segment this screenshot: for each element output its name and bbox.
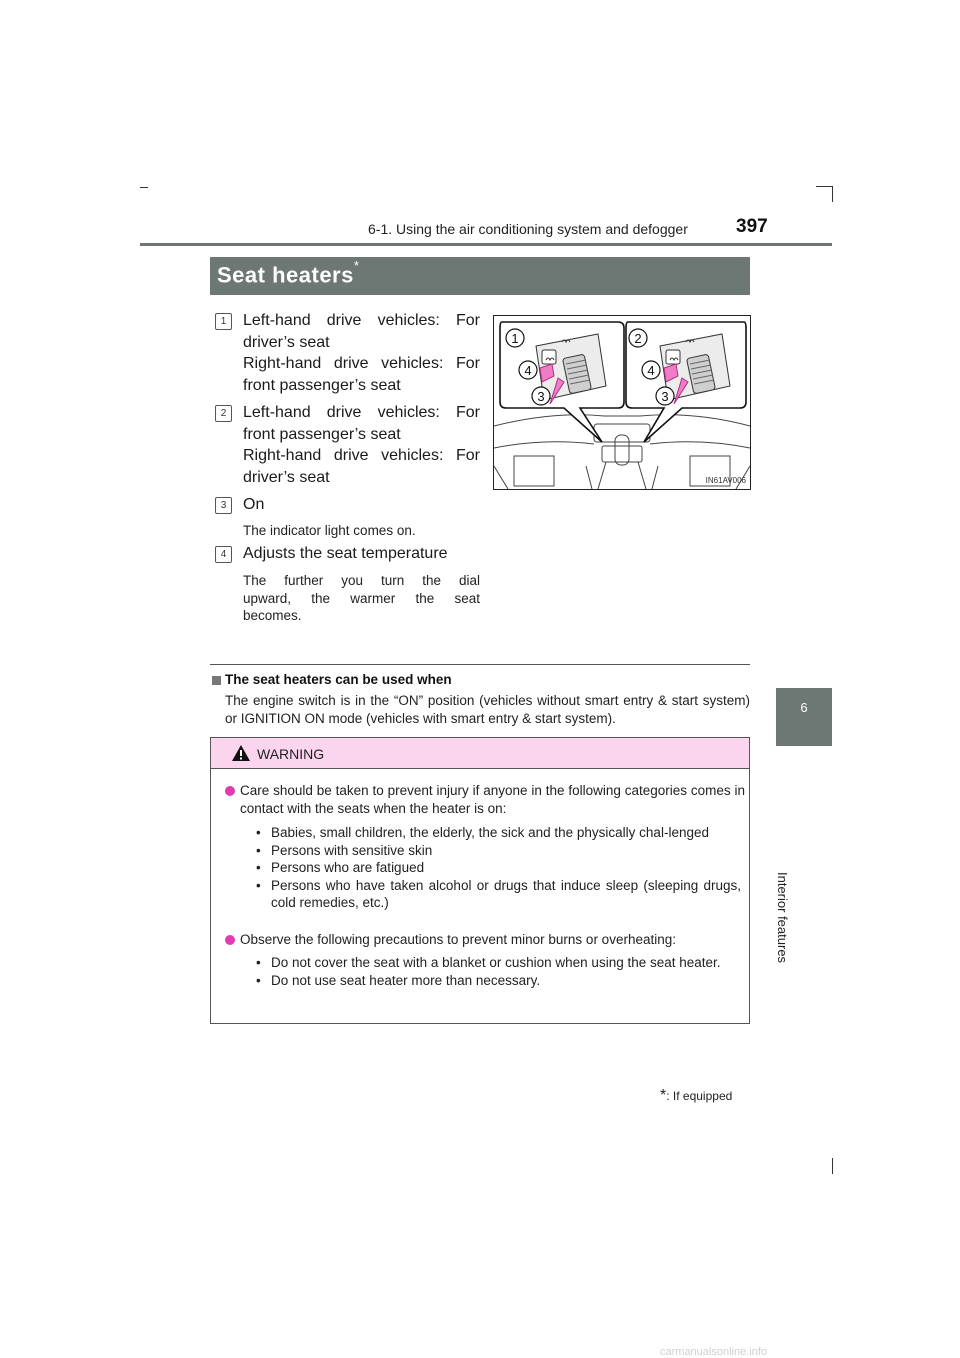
warning-triangle-icon xyxy=(231,744,251,762)
section-title xyxy=(217,258,360,288)
warning-item-2: Observe the following precautions to prevent minor burns or overheating: xyxy=(240,932,676,947)
header-rule xyxy=(140,243,832,246)
item-4-note-line: becomes. xyxy=(243,608,302,623)
item-number-badge: 3 xyxy=(215,497,232,514)
warning-item-1: Care should be taken to prevent injury if anyone in the following categories comes in contact with the seats when the heater is on: xyxy=(240,783,745,816)
equipped-asterisk: * xyxy=(353,258,360,273)
callout-number: 3 xyxy=(537,389,545,404)
dashboard-drawing xyxy=(494,316,750,489)
usage-note-body: The engine switch is in the “ON” position (vehicles without smart entry & start system) or IGNITION ON mode (vehicles with smart entry & start system). xyxy=(225,693,750,726)
item-4-note xyxy=(243,572,480,625)
figure-code: IN61AV006 xyxy=(705,476,746,485)
item-4-label: Adjusts the seat temperature xyxy=(243,545,448,562)
chapter-tab xyxy=(776,688,832,746)
item-2-line: Right-hand drive vehicles: For xyxy=(243,447,480,464)
warning-box xyxy=(210,737,750,1024)
callout-number: 3 xyxy=(661,389,669,404)
item-1-line: driver’s seat xyxy=(243,333,330,351)
item-2-line: Left-hand drive vehicles: For xyxy=(243,404,480,421)
chapter-tab-label: Interior features xyxy=(775,872,790,964)
item-1-description xyxy=(243,310,480,396)
crop-mark xyxy=(816,186,832,187)
warning-subitem: • Persons who are fatigued xyxy=(256,860,425,875)
warning-subitem: • Persons with sensitive skin xyxy=(256,842,433,858)
item-1-line: Left-hand drive vehicles: For xyxy=(243,312,480,329)
warning-subitem: • Do not cover the seat with a blanket or cushion when using the seat heater. xyxy=(256,955,721,970)
chapter-header-title: 6-1. Using the air conditioning system and defogger xyxy=(368,221,688,237)
item-2-line: front passenger’s seat xyxy=(243,425,401,443)
warning-bullet-icon xyxy=(225,935,235,945)
warning-bullet-icon xyxy=(225,786,235,796)
footnote-text: : If equipped xyxy=(666,1089,733,1103)
crop-mark xyxy=(832,186,833,202)
item-1-line: front passenger’s seat xyxy=(243,376,401,394)
page-number: 397 xyxy=(736,216,768,237)
section-title-text: Seat heaters xyxy=(217,262,354,288)
item-3-label: On xyxy=(243,496,265,513)
item-number-badge: 1 xyxy=(215,313,232,330)
warning-item-1-sublist xyxy=(256,824,741,912)
warning-header xyxy=(211,738,749,769)
item-number-badge: 4 xyxy=(215,546,232,563)
item-1-line: Right-hand drive vehicles: For xyxy=(243,355,480,372)
seat-heater-illustration xyxy=(493,315,751,490)
item-2-line: driver’s seat xyxy=(243,468,330,486)
chapter-tab-number: 6 xyxy=(800,700,808,715)
warning-item-2-sublist xyxy=(256,954,741,989)
footnote xyxy=(660,1087,732,1105)
warning-subitem: • Babies, small children, the elderly, the sick and the physically chal-lenged xyxy=(256,825,709,840)
callout-number: 2 xyxy=(634,331,642,346)
callout-number: 1 xyxy=(511,331,519,346)
crop-mark xyxy=(832,1158,833,1174)
usage-note-heading: The seat heaters can be used when xyxy=(225,672,452,687)
item-number-badge: 2 xyxy=(215,405,232,422)
item-2-description xyxy=(243,402,480,488)
warning-subitem: • Persons who have taken alcohol or drugs that induce sleep (sleeping drugs, cold remedies, etc.) xyxy=(256,877,741,910)
crop-mark xyxy=(140,187,148,188)
item-4-note-line: upward, the warmer the seat xyxy=(243,590,480,606)
warning-subitem: • Do not use seat heater more than necessary. xyxy=(256,972,541,988)
item-4-note-line: The further you turn the dial xyxy=(243,573,480,588)
section-divider xyxy=(210,664,750,665)
square-bullet-icon xyxy=(212,676,221,685)
callout-number: 4 xyxy=(524,363,532,378)
item-3-note: The indicator light comes on. xyxy=(243,523,416,538)
warning-label: WARNING xyxy=(257,746,325,762)
footnote-symbol: * xyxy=(660,1087,667,1104)
callout-number: 4 xyxy=(647,363,655,378)
watermark: carmanualsonline.info xyxy=(660,1346,768,1358)
